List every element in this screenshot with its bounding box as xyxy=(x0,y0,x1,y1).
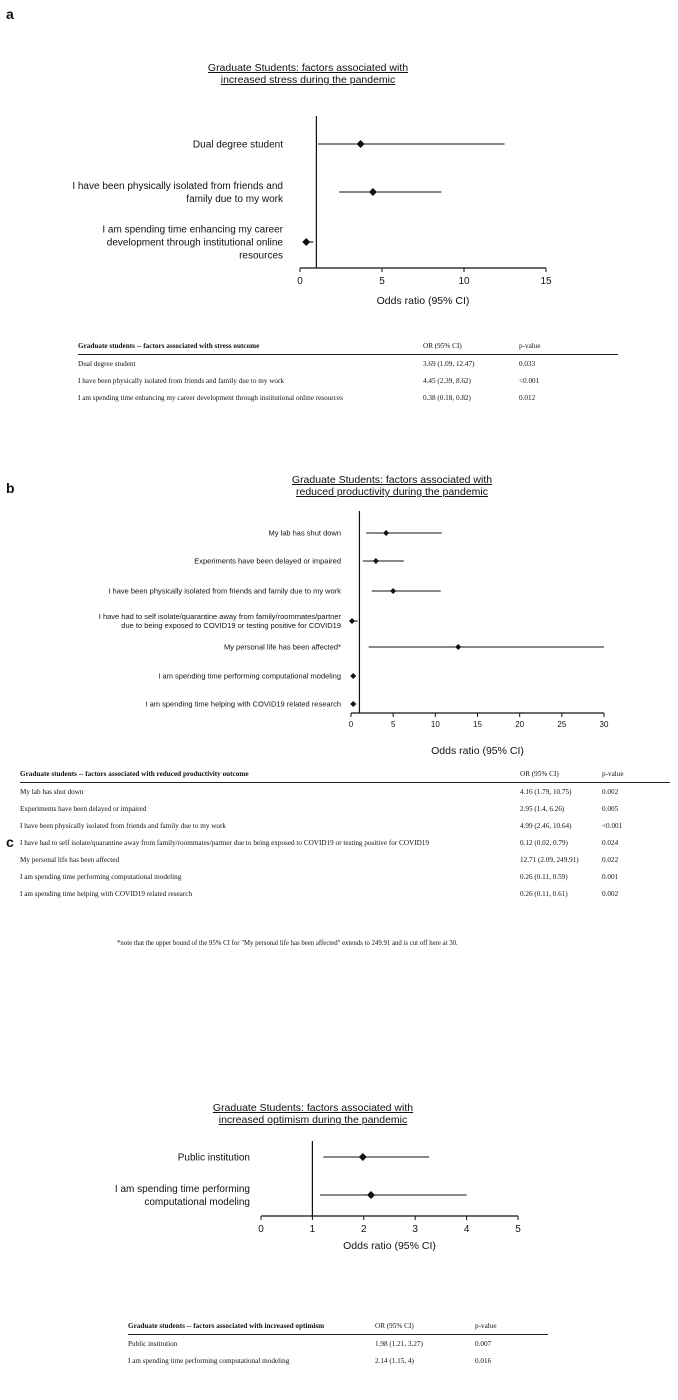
x-tick-label: 10 xyxy=(430,720,440,729)
row-label: due to being exposed to COVID19 or testing positive for COVID19 xyxy=(121,621,341,631)
table-row xyxy=(20,783,670,801)
row-label: computational modeling xyxy=(144,1197,250,1208)
chart-c-title-line2: increased optimism during the pandemic xyxy=(218,1114,408,1126)
table-cell: 0.007 xyxy=(475,1339,492,1348)
or-point xyxy=(302,238,310,246)
table-cell: 0.38 (0.18, 0.82) xyxy=(423,393,471,402)
table-header-or: OR (95% CI) xyxy=(520,766,602,783)
x-tick-label: 0 xyxy=(348,720,354,729)
chart-a-title-line2: increased stress during the pandemic xyxy=(220,74,396,86)
table-row xyxy=(20,885,670,902)
x-tick-label: 1 xyxy=(309,1224,316,1235)
table-cell: 0.012 xyxy=(519,393,536,402)
or-point xyxy=(390,588,396,594)
row-label: development through institutional online xyxy=(106,237,283,249)
x-tick-label: 20 xyxy=(515,720,525,729)
table-cell: 4.16 (1.79, 10.75) xyxy=(520,787,572,796)
chart-c-title-line1: Graduate Students: factors associated with xyxy=(212,1102,414,1114)
panel-letter-c: c xyxy=(6,834,14,850)
table-cell: 12.71 (2.09, 249.91) xyxy=(520,855,579,864)
row-label: I am spending time enhancing my career xyxy=(102,224,283,236)
table-row xyxy=(20,868,670,885)
table-header xyxy=(78,338,618,355)
or-point xyxy=(359,1153,367,1161)
table-cell: My personal life has been affected xyxy=(20,855,120,864)
table-cell: 2.95 (1.4, 6.26) xyxy=(520,804,565,813)
table-row xyxy=(78,355,618,373)
row-label: Public institution xyxy=(177,1152,250,1164)
table-row xyxy=(20,800,670,817)
table-cell: 1.98 (1.21, 3.27) xyxy=(375,1339,423,1348)
table-cell: 0.26 (0.11, 0.61) xyxy=(520,889,568,898)
table-header-factor: Graduate students -- factors associated with stress outcome xyxy=(78,338,423,355)
x-axis-label: Odds ratio (95% CI) xyxy=(376,295,470,307)
table-cell: Experiments have been delayed or impaired xyxy=(20,804,147,813)
or-point xyxy=(350,673,356,679)
table-header xyxy=(20,766,670,783)
table-cell: I am spending time performing computational modeling xyxy=(128,1356,290,1365)
row-label: I am spending time helping with COVID19 related research xyxy=(145,699,341,709)
chart-a-title-line1: Graduate Students: factors associated with xyxy=(207,62,409,74)
table-row xyxy=(128,1335,548,1353)
productivity-results-table xyxy=(20,766,670,902)
table-cell: 0.022 xyxy=(602,855,619,864)
or-point xyxy=(349,618,355,624)
table-cell: 0.024 xyxy=(602,838,619,847)
row-label: My lab has shut down xyxy=(268,528,341,538)
table-cell: I am spending time enhancing my career development through institutional online resources xyxy=(78,393,343,402)
x-tick-label: 0 xyxy=(297,276,303,287)
table-header-or: OR (95% CI) xyxy=(375,1318,475,1335)
x-axis-label: Odds ratio (95% CI) xyxy=(343,1240,436,1252)
x-tick-label: 5 xyxy=(379,276,385,287)
table-cell: Dual degree student xyxy=(78,359,136,368)
x-tick-label: 4 xyxy=(463,1224,470,1235)
x-tick-label: 30 xyxy=(599,720,609,729)
table-cell: 0.12 (0.02, 0.79) xyxy=(520,838,568,847)
table-header-or: OR (95% CI) xyxy=(423,338,519,355)
footnote: *note that the upper bound of the 95% CI for "My personal life has been affected" extends to 249.91 and is cut off here at 30. xyxy=(117,940,458,947)
row-label: Experiments have been delayed or impaired xyxy=(194,556,341,566)
table-row xyxy=(20,817,670,834)
table-cell: I am spending time performing computational modeling xyxy=(20,872,182,881)
table-cell: 0.033 xyxy=(519,359,536,368)
chart-b-title-line2: reduced productivity during the pandemic xyxy=(295,486,489,498)
panel-letter-a: a xyxy=(6,6,14,22)
row-label: I am spending time performing computational modeling xyxy=(158,671,341,681)
table-header-factor: Graduate students -- factors associated with increased optimism xyxy=(128,1318,375,1335)
chart-c-title xyxy=(213,1102,413,1126)
chart-a-title xyxy=(208,62,408,86)
table-cell: 2.14 (1.15, 4) xyxy=(375,1356,414,1365)
table-cell: 4.45 (2.39, 8.62) xyxy=(423,376,471,385)
table-row xyxy=(20,834,670,851)
table-row xyxy=(20,851,670,868)
forest-plot-productivity xyxy=(0,505,678,770)
table-cell: <0.001 xyxy=(602,821,623,830)
table-cell: I have been physically isolated from friends and family due to my work xyxy=(20,821,226,830)
or-point xyxy=(455,644,461,650)
forest-plot-optimism xyxy=(0,1135,678,1265)
x-tick-label: 10 xyxy=(458,276,470,287)
row-label: Dual degree student xyxy=(192,139,283,151)
table-cell: I have had to self isolate/quarantine away from family/roommates/partner due to being exposed to COVID19 or testing positive for COVID19 xyxy=(20,838,429,847)
table-cell: 3.69 (1.09, 12.47) xyxy=(423,359,475,368)
table-cell: <0.001 xyxy=(519,376,540,385)
chart-b-title xyxy=(292,474,492,498)
table-cell: 0.005 xyxy=(602,804,619,813)
row-label: I have been physically isolated from friends and family due to my work xyxy=(108,586,341,596)
x-tick-label: 5 xyxy=(390,720,396,729)
optimism-results-table xyxy=(128,1318,548,1369)
table-cell: 0.001 xyxy=(602,872,619,881)
table-cell: 4.99 (2.46, 10.64) xyxy=(520,821,572,830)
table-row xyxy=(78,389,618,406)
x-axis-label: Odds ratio (95% CI) xyxy=(431,745,524,757)
x-tick-label: 2 xyxy=(361,1224,367,1235)
table-cell: I am spending time helping with COVID19 related research xyxy=(20,889,193,898)
panel-letter-b: b xyxy=(6,480,15,496)
forest-plot-stress xyxy=(0,100,678,330)
table-cell: 0.002 xyxy=(602,787,619,796)
table-cell: 0.26 (0.11, 0.59) xyxy=(520,872,568,881)
x-tick-label: 15 xyxy=(540,276,552,287)
table-header-p: p-value xyxy=(475,1318,548,1335)
or-point xyxy=(383,530,389,536)
x-tick-label: 3 xyxy=(412,1224,418,1235)
table-cell: 0.002 xyxy=(602,889,619,898)
table-header xyxy=(128,1318,548,1335)
table-row xyxy=(78,372,618,389)
row-label: family due to my work xyxy=(186,194,283,205)
table-cell: My lab has shut down xyxy=(20,787,84,796)
table-row xyxy=(128,1352,548,1369)
x-tick-label: 15 xyxy=(473,720,482,729)
or-point xyxy=(367,1191,375,1199)
row-label: resources xyxy=(239,250,283,262)
or-point xyxy=(357,140,365,148)
or-point xyxy=(373,558,379,564)
table-header-p: p-value xyxy=(519,338,618,355)
row-label: I have been physically isolated from friends and xyxy=(72,181,283,192)
x-tick-label: 0 xyxy=(258,1224,264,1235)
x-tick-label: 5 xyxy=(515,1224,521,1235)
table-cell: Public institution xyxy=(128,1339,178,1348)
stress-results-table xyxy=(78,338,618,406)
table-header-factor: Graduate students -- factors associated with reduced productivity outcome xyxy=(20,766,520,783)
table-header-p: p-value xyxy=(602,766,670,783)
row-label: I have had to self isolate/quarantine away from family/roommates/partner xyxy=(98,612,341,622)
table-cell: I have been physically isolated from friends and family due to my work xyxy=(78,376,284,385)
row-label: My personal life has been affected* xyxy=(223,642,341,652)
x-tick-label: 25 xyxy=(557,720,567,729)
table-cell: 0.016 xyxy=(475,1356,492,1365)
or-point xyxy=(369,188,377,196)
row-label: I am spending time performing xyxy=(114,1184,250,1195)
or-point xyxy=(350,701,356,707)
chart-b-title-line1: Graduate Students: factors associated with xyxy=(291,474,493,486)
